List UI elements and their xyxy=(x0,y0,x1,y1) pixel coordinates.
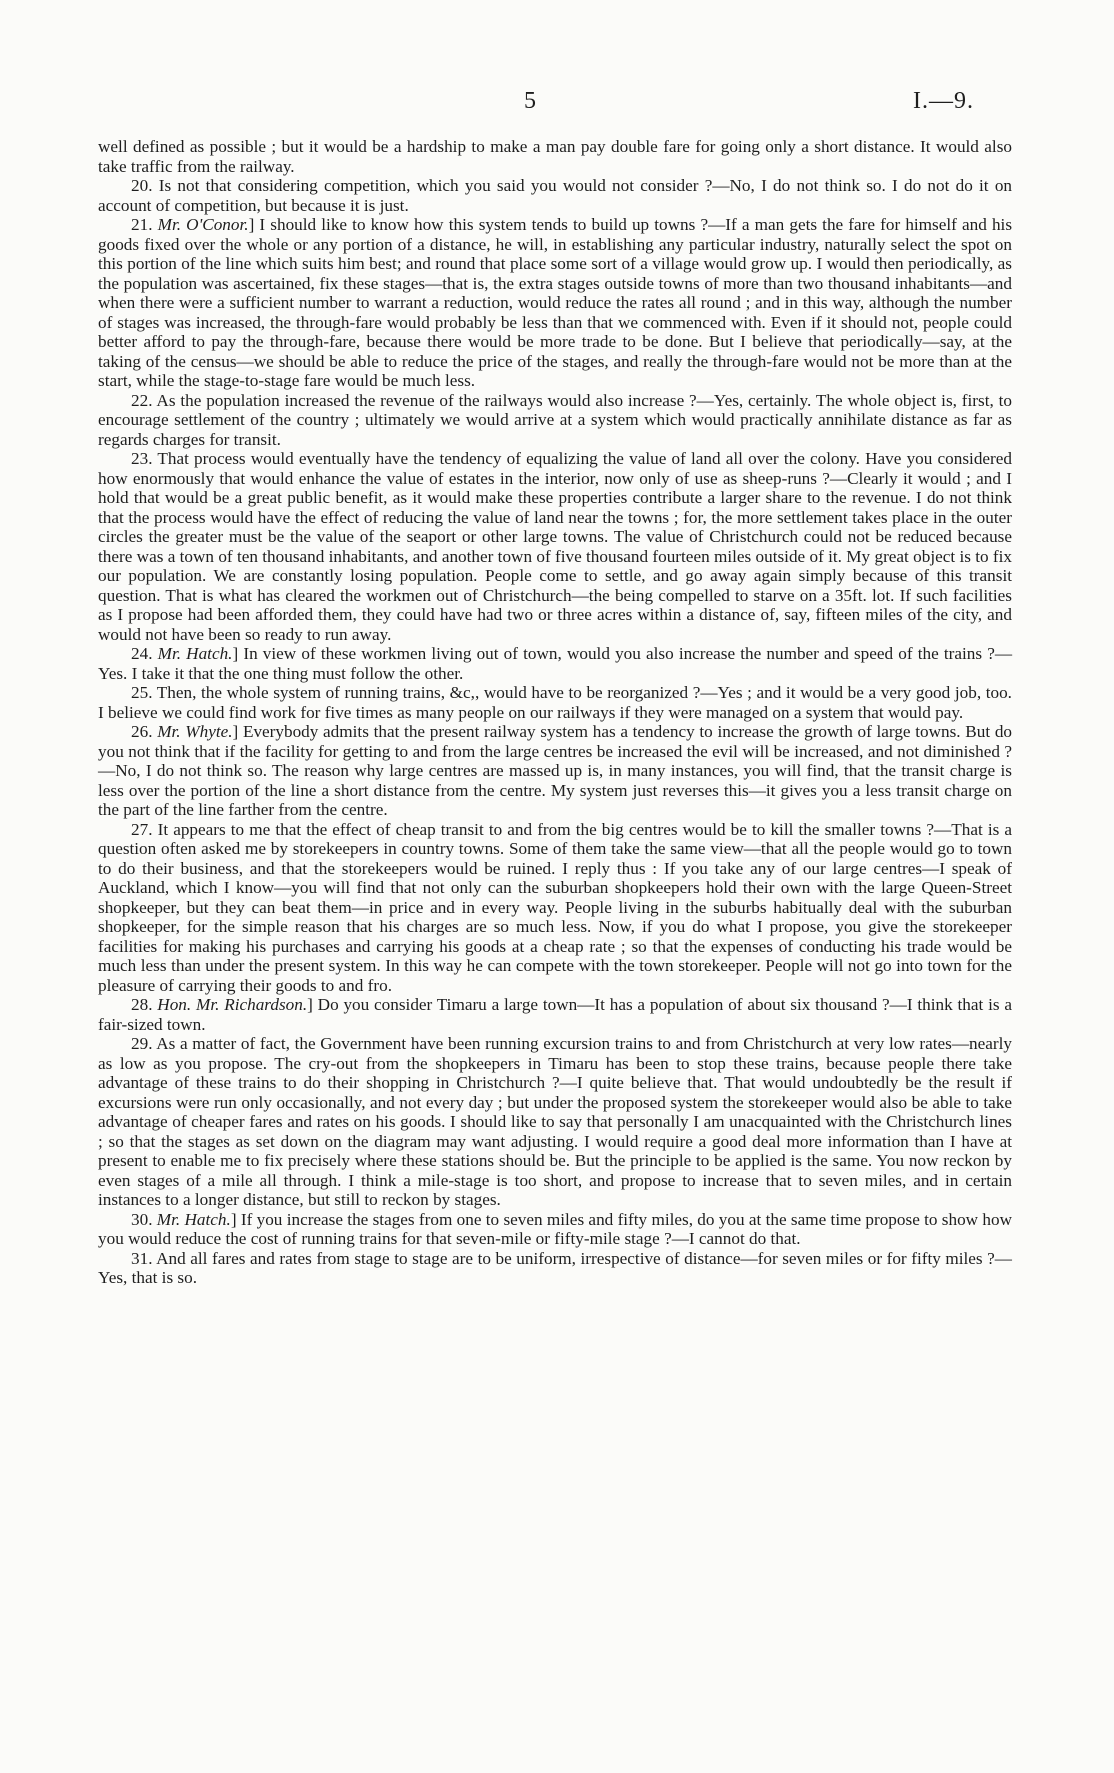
paragraph-continuation: well defined as possible ; but it would be a hardship to make a man pay double fare for going only a short distance. It would also take traffic from the railway. xyxy=(98,137,1012,176)
question-29: 29. As a matter of fact, the Government have been running excursion trains to and from Christchurch at very low rates—nearly as low as you propose. The cry-out from the shopkeepers in Timaru has been to stop these trains, because people there take advantage of these trains to do their shopping in Christchurch ?—I quite believe that. That would undoubtedly be the result if excursions were run only occasionally, and not every day ; but under the proposed system the storekeeper would also be able to take advantage of cheaper fares and rates on his goods. I should like to say that personally I am unacquainted with the Christchurch lines ; so that the stages as set down on the diagram may want adjusting. I would require a good deal more information than I have at present to enable me to fix precisely where these stations should be. But the principle to be applied is the same. You now reckon by even stages of a mile all through. I think a mile-stage is too short, and propose to increase that to seven miles, and in certain instances to a longer distance, but still to reckon by stages. xyxy=(98,1034,1012,1209)
question-28: 28. Hon. Mr. Richardson.] Do you consider Timaru a large town—It has a population of about six thousand ?—I think that is a fair-sized town. xyxy=(98,995,1013,1034)
page-header xyxy=(0,88,1114,128)
speaker-name: Mr. Hatch. xyxy=(156,1209,231,1229)
question-27: 27. It appears to me that the effect of cheap transit to and from the big centres would be to kill the smaller towns ?—That is a question often asked me by storekeepers in country towns. Some of them take the same view—that all the people would go to town to do their business, and that the storekeepers would be ruined. I reply thus : If you take any of our large centres—I speak of Auckland, which I know—you will find that not only can the suburban shopkeepers hold their own with the large Queen-Street shopkeeper, but they can beat them—in price and in every way. People living in the suburbs habitually deal with the suburban shopkeeper, for the simple reason that his charges are so much less. Now, if you do what I propose, you give the storekeeper facilities for making his purchases and carrying his goods at a cheap rate ; so that the expenses of conducting his trade would be much less than under the present system. In this way he can compete with the town storekeeper. People will not go into town for the pleasure of carrying their goods to and fro. xyxy=(98,819,1013,995)
page-number: 5 xyxy=(524,88,537,114)
document-body xyxy=(98,137,1012,1288)
question-20: 20. Is not that considering competition, which you said you would not consider ?—No, I do not think so. I do not do it on account of competition, but because it is just. xyxy=(98,176,1013,215)
question-22: 22. As the population increased the revenue of the railways would also increase ?—Yes, certainly. The whole object is, first, to encourage settlement of the country ; ultimately we would arrive at a system which would practically annihilate distance as far as regards charges for transit. xyxy=(98,390,1012,449)
question-25: 25. Then, the whole system of running trains, &c,, would have to be reorganized ?—Yes ; and it would be a very good job, too. I believe we could find work for five times as many people on our railways if they were managed on a system that would pay. xyxy=(98,683,1012,722)
question-21: 21. Mr. O'Conor.] I should like to know how this system tends to build up towns ?—If a man gets the fare for himself and his goods fixed over the whole or any portion of a distance, he will, in establishing any particular industry, naturally select the spot on this portion of the line which suits him best; and round that place some sort of a village would grow up. I would then periodically, as the population was ascertained, fix these stages—that is, the extra stages outside towns of more than two thousand inhabitants—and when there were a sufficient number to warrant a reduction, would reduce the rates all round ; and in this way, although the number of stages was increased, the through-fare would probably be less than that we commenced with. Even if it should not, people could better afford to pay the through-fare, because there would be more trade to be done. But I believe that periodically—say, at the taking of the census—we should be able to reduce the price of the stages, and really the through-fare would not be more than at the start, while the stage-to-stage fare would be much less. xyxy=(98,215,1013,390)
speaker-name: Mr. Hatch. xyxy=(157,644,233,663)
speaker-name: Mr. Whyte. xyxy=(157,722,233,741)
question-30: 30. Mr. Hatch.] If you increase the stages from one to seven miles and fifty miles, do you at the same time propose to show how you would reduce the cost of running trains for that seven-mile or fifty-mile stage ?—I cannot do that. xyxy=(98,1209,1013,1248)
speaker-name: Mr. O'Conor. xyxy=(157,215,249,234)
question-23: 23. That process would eventually have the tendency of equalizing the value of land all over the colony. Have you considered how enormously that would enhance the value of estates in the interior, now only of use as sheep-runs ?—Clearly it would ; and I hold that would be a great public benefit, as it would make these properties contribute a larger share to the revenue. I do not think that the process would have the effect of reducing the value of land near the towns ; for, the more settlement takes place in the outer circles the greater must be the value of the seaport or other large towns. The value of Christchurch could not be reduced because there was a town of ten thousand inhabitants, and another town of five thousand fourteen miles outside of it. My great object is to fix our population. We are constantly losing population. People come to settle, and go away again simply because of this transit question. That is what has cleared the workmen out of Christchurch—the being compelled to starve on a 35ft. lot. If such facilities as I propose had been afforded them, they could have had two or three acres within a distance of, say, fifteen miles of the city, and would not have been so ready to run away. xyxy=(98,449,1012,644)
question-31: 31. And all fares and rates from stage to stage are to be uniform, irrespective of distance—for seven miles or for fifty miles ?—Yes, that is so. xyxy=(98,1248,1012,1287)
question-26: 26. Mr. Whyte.] Everybody admits that the present railway system has a tendency to increase the growth of large towns. But do you not think that if the facility for getting to and from the large centres be increased the evil will be increased, and not diminished ?—No, I do not think so. The reason why large centres are massed up is, in many instances, you will find, that the transit charge is less over the portion of the line a short distance from the centre. My system just reverses this—it gives you a less transit charge on the part of the line farther from the centre. xyxy=(98,722,1013,819)
question-24: 24. Mr. Hatch.] In view of these workmen living out of town, would you also increase the number and speed of the trains ?—Yes. I take it that the one thing must follow the other. xyxy=(98,644,1013,683)
document-reference: I.—9. xyxy=(913,88,974,114)
speaker-name: Hon. Mr. Richardson. xyxy=(157,995,308,1014)
